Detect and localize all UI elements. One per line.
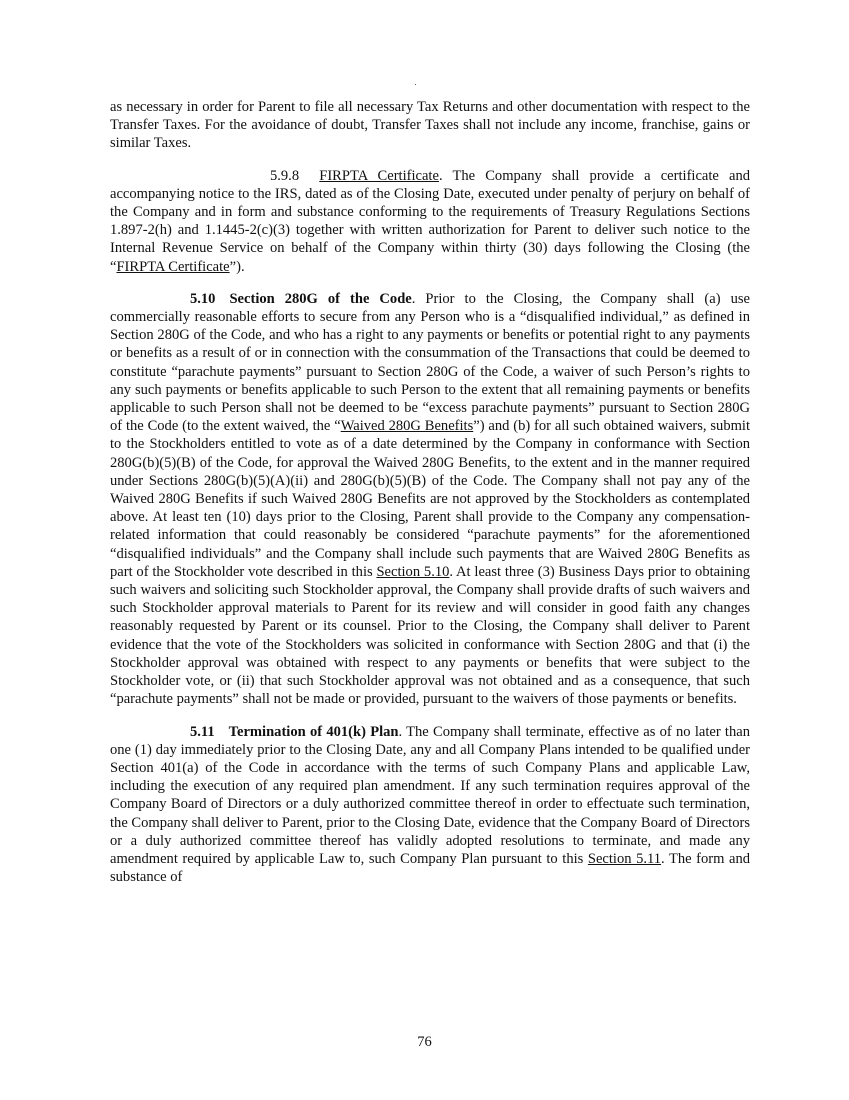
section-body: . Prior to the Closing, the Company shall (a) use commercially reasonable efforts to secure from any Person who is a “disqualified individual,” as defined in Section 280G of the Code, and who has a right to any payments or benefits or potential right to any payments or benefits as a result of or in connection with the consummation of the Transactions that could be deemed to constitute “parachute payments” pursuant to Section 280G of the Code, a waiver of such Person’s rights to any such payments or benefits applicable to such Person to the extent that all remaining payments or benefits applicable to such Person shall not be deemed to be “excess parachute payments” pursuant to Section 280G of the Code (to the extent waived, the “ <box>110 290 750 435</box>
paragraph-text: as necessary in order for Parent to file all necessary Tax Returns and other documentation with respect to the Transfer Taxes. For the avoidance of doubt, Transfer Taxes shall not include any income, franchise, gains or similar Taxes. <box>110 99 750 152</box>
section-body-continued: ”) and (b) for all such obtained waivers, submit to the Stockholders entitled to vote as of a date determined by the Company in conformance with Section 280G(b)(5)(B) of the Code, for approval the Waived 280G Benefits, to the extent and in the manner required under Sections 280G(b)(5)(A)(ii) and 280G(b)(5)(B) of the Code. The Company shall not pay any of the Waived 280G Benefits if such Waived 280G Benefits are not approved by the Stockholders as contemplated above. At least ten (10) days prior to the Closing, Parent shall provide to the Company any compensation-related information that could reasonably be considered “parachute payments” for the aforementioned “disqualified individuals” and the Company shall include such payments that are Waived 280G Benefits as part of the Stockholder vote described in this <box>110 418 750 580</box>
section-body: . The Company shall terminate, effective as of no later than one (1) day immediately prior to the Closing Date, any and all Company Plans intended to be qualified under Section 401(a) of the Code in accordance with the terms of such Company Plans and applicable Law, including the execution of any required plan amendment. If any such termination requires approval of the Company Board of Directors or a duly authorized committee thereof in order to effectuate such termination, the Company shall deliver to Parent, prior to the Closing Date, evidence that the Company Board of Directors or a duly authorized committee thereof has validly adopted resolutions to terminate, and made any amendment required by applicable Law to, such Company Plan pursuant to this <box>110 723 750 867</box>
scan-mark <box>415 84 416 85</box>
section-number: 5.9.8 <box>270 167 300 184</box>
section-body: . The Company shall provide a certificate and accompanying notice to the IRS, dated as of the Closing Date, executed under penalty of perjury on behalf of the Company and in form and substance conforming to the requirements of Treasury Regulations Sections 1.897-2(h) and 1.1445-2(c)(3) together with written authorization for Parent to deliver such notice to the Internal Revenue Service on behalf of the Company within thirty (30) days following the Closing (the “ <box>110 167 751 275</box>
section-reference: Section 5.11 <box>587 850 662 867</box>
paragraph-transfer-taxes-continued <box>110 98 750 153</box>
section-5-10 <box>110 290 750 709</box>
section-5-11 <box>110 723 750 887</box>
section-title: FIRPTA Certificate <box>319 167 439 184</box>
section-number: 5.10 <box>190 290 216 307</box>
section-number: 5.11 <box>190 723 215 740</box>
document-page <box>110 98 750 900</box>
section-title: Section 280G of the Code <box>229 290 412 307</box>
section-title: Termination of 401(k) Plan <box>228 723 399 740</box>
defined-term: FIRPTA Certificate <box>116 258 230 275</box>
section-body-end: ”). <box>229 258 245 275</box>
defined-term: Waived 280G Benefits <box>340 418 474 435</box>
section-body-end: . The form and substance of <box>110 850 751 886</box>
section-5-9-8 <box>110 167 750 276</box>
page-number: 76 <box>417 1034 432 1050</box>
section-reference: Section 5.10 <box>376 563 450 580</box>
section-body-end: . At least three (3) Business Days prior to obtaining such waivers and soliciting such Stockholder approval, the Company shall provide drafts of such waivers and such Stockholder approval materials to Parent for its review and will consider in good faith any changes reasonably requested by Parent or its counsel. Prior to the Closing, the Company shall deliver to Parent evidence that the vote of the Stockholders was solicited in conformance with Section 280G and that (i) the Stockholder approval was obtained with respect to any payments or benefits that were subject to the Stockholder vote, or (ii) that such Stockholder approval was not obtained and as a consequence, that such “parachute payments” shall not be made or provided, pursuant to the waivers of those payments or benefits. <box>110 563 750 708</box>
